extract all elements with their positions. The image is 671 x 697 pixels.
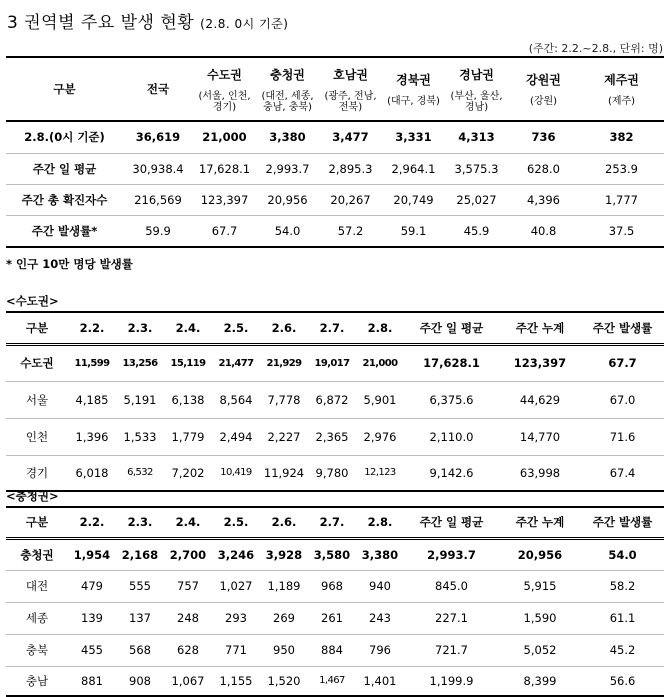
table-header-row [6, 507, 664, 538]
cell-value: 243 [356, 602, 404, 634]
header-cell: 주간 일 평균 [419, 320, 484, 335]
cell-value: 1,027 [212, 570, 260, 602]
cell-value: 6,872 [308, 381, 356, 418]
table-row [6, 666, 664, 696]
region-sub: (대전, 세종, 충남, 충북) [261, 90, 314, 113]
cell-value: 5,191 [116, 381, 164, 418]
header-region [193, 57, 256, 121]
cell-value: 44,629 [499, 381, 581, 418]
header-nationwide: 전국 [123, 57, 193, 121]
row-label: 세종 [6, 602, 68, 634]
footnote: * 인구 10만 명당 발생률 [6, 257, 133, 271]
cell-value: 5,052 [499, 634, 581, 666]
cell-value: 1,199.9 [404, 666, 499, 696]
cell-value: 20,267 [319, 184, 382, 215]
header-cell: 주간 일 평균 [419, 515, 484, 530]
table-row [6, 538, 664, 570]
region-sub: (광주, 전남, 전북) [324, 90, 377, 113]
cell-value: 9,142.6 [404, 455, 499, 491]
cell-value: 13,256 [116, 344, 164, 381]
cell-value: 796 [356, 634, 404, 666]
cell-value: 1,467 [308, 666, 356, 696]
cell-value: 628 [164, 634, 212, 666]
cell-value: 4,185 [68, 381, 116, 418]
cell-value: 248 [164, 602, 212, 634]
region-sub: (강원) [529, 96, 558, 107]
cell-value: 721.7 [404, 634, 499, 666]
cell-value: 59.9 [123, 215, 193, 247]
header-cell: 2.8. [367, 320, 393, 335]
cell-value: 15,119 [164, 344, 212, 381]
cell-value: 7,202 [164, 455, 212, 491]
cell-value: 3,246 [212, 538, 260, 570]
cell-value: 5,901 [356, 381, 404, 418]
cell-value: 757 [164, 570, 212, 602]
cell-value: 6,138 [164, 381, 212, 418]
cell-value: 25,027 [445, 184, 508, 215]
cell-value: 56.6 [581, 666, 664, 696]
cell-value: 67.7 [193, 215, 256, 247]
cell-value: 10,419 [212, 455, 260, 491]
cell-value: 45.2 [581, 634, 664, 666]
cell-value: 455 [68, 634, 116, 666]
cell-value: 3,380 [356, 538, 404, 570]
cell-value: 968 [308, 570, 356, 602]
cell-value: 61.1 [581, 602, 664, 634]
cell-value: 3,331 [395, 130, 432, 145]
cell-value: 568 [116, 634, 164, 666]
unit-note: (주간: 2.2.~2.8., 단위: 명) [528, 42, 663, 55]
header-cell: 2.6. [271, 515, 297, 530]
cell-value: 881 [68, 666, 116, 696]
row-label: 2.8.(0시 기준) [24, 130, 105, 145]
header-cell: 주간 발생률 [592, 515, 653, 530]
header-cell: 2.2. [79, 515, 105, 530]
cell-value: 17,628.1 [193, 153, 256, 184]
region-sub: (대구, 경북) [387, 96, 440, 107]
table-row [6, 215, 664, 247]
table-header-row [6, 57, 664, 121]
cell-value: 30,938.4 [123, 153, 193, 184]
table-row [6, 344, 664, 381]
cell-value: 137 [116, 602, 164, 634]
cell-value: 3,928 [260, 538, 308, 570]
cell-value: 253.9 [579, 153, 664, 184]
cell-value: 940 [356, 570, 404, 602]
cell-value: 2,365 [308, 418, 356, 455]
header-cell: 2.3. [127, 320, 153, 335]
cell-value: 123,397 [499, 344, 581, 381]
cell-value: 1,067 [164, 666, 212, 696]
table-header-row [6, 312, 664, 344]
cell-value: 2,494 [212, 418, 260, 455]
cell-value: 63,998 [499, 455, 581, 491]
table-row [6, 184, 664, 215]
cell-value: 11,599 [68, 344, 116, 381]
header-cell: 주간 누계 [515, 320, 565, 335]
cell-value: 59.1 [382, 215, 445, 247]
cell-value: 1,590 [499, 602, 581, 634]
cell-value: 736 [531, 130, 556, 145]
cell-value: 7,778 [260, 381, 308, 418]
region-name: 호남권 [333, 67, 368, 82]
cell-value: 771 [212, 634, 260, 666]
header-cell: 주간 발생률 [592, 320, 653, 335]
row-label: 주간 발생률* [6, 215, 123, 247]
cell-value: 261 [308, 602, 356, 634]
table-row [6, 634, 664, 666]
cell-value: 20,956 [499, 538, 581, 570]
row-label: 주간 총 확진자수 [6, 184, 123, 215]
header-cell: 2.4. [175, 320, 201, 335]
cell-value: 5,915 [499, 570, 581, 602]
region-sub: (서울, 인천, 경기) [198, 90, 251, 113]
row-label: 서울 [6, 381, 68, 418]
cell-value: 67.4 [581, 455, 664, 491]
cell-value: 3,580 [308, 538, 356, 570]
cell-value: 21,000 [356, 344, 404, 381]
header-cell: 2.5. [223, 320, 249, 335]
header-region [445, 57, 508, 121]
section-heading-chungcheong: <충청권> [6, 489, 59, 503]
cell-value: 1,396 [68, 418, 116, 455]
cell-value: 2,993.7 [404, 538, 499, 570]
cell-value: 950 [260, 634, 308, 666]
region-name: 경남권 [459, 67, 494, 82]
cell-value: 555 [116, 570, 164, 602]
table-row [6, 570, 664, 602]
header-cell: 2.8. [367, 515, 393, 530]
cell-value: 269 [260, 602, 308, 634]
cell-value: 2,700 [164, 538, 212, 570]
cell-value: 1,779 [164, 418, 212, 455]
header-cell: 2.4. [175, 515, 201, 530]
cell-value: 382 [609, 130, 634, 145]
cell-value: 11,924 [260, 455, 308, 491]
cell-value: 36,619 [135, 130, 181, 145]
cell-value: 21,000 [202, 130, 247, 145]
cell-value: 6,532 [116, 455, 164, 491]
row-label: 수도권 [6, 344, 68, 381]
cell-value: 21,477 [212, 344, 260, 381]
cell-value: 1,533 [116, 418, 164, 455]
cell-value: 2,993.7 [256, 153, 319, 184]
header-region [256, 57, 319, 121]
table-row [6, 455, 664, 491]
page-title-sub: (2.8. 0시 기준) [200, 17, 289, 31]
region-name: 충청권 [270, 67, 305, 82]
cell-value: 8,399 [499, 666, 581, 696]
region-sub: (부산, 울산, 경남) [450, 90, 503, 113]
row-label: 충청권 [6, 538, 68, 570]
cell-value: 8,564 [212, 381, 260, 418]
cell-value: 2,110.0 [404, 418, 499, 455]
cell-value: 884 [308, 634, 356, 666]
cell-value: 2,976 [356, 418, 404, 455]
cell-value: 628.0 [508, 153, 579, 184]
header-corner: 구분 [6, 57, 123, 121]
cell-value: 2,227 [260, 418, 308, 455]
header-cell: 2.3. [127, 515, 153, 530]
region-name: 강원권 [526, 73, 561, 87]
cell-value: 1,155 [212, 666, 260, 696]
cell-value: 3,477 [332, 130, 369, 145]
cell-value: 17,628.1 [404, 344, 499, 381]
cell-value: 3,380 [269, 130, 306, 145]
cell-value: 293 [212, 602, 260, 634]
row-label: 인천 [6, 418, 68, 455]
row-label: 경기 [6, 455, 68, 491]
cell-value: 845.0 [404, 570, 499, 602]
cell-value: 4,313 [458, 130, 495, 145]
cell-value: 54.0 [256, 215, 319, 247]
cell-value: 9,780 [308, 455, 356, 491]
cell-value: 2,895.3 [319, 153, 382, 184]
header-cell: 2.7. [319, 515, 345, 530]
cell-value: 37.5 [579, 215, 664, 247]
row-label: 주간 일 평균 [6, 153, 123, 184]
capital-area-table [6, 311, 664, 492]
cell-value: 1,954 [68, 538, 116, 570]
page-title-main: 3 권역별 주요 발생 현황 [7, 13, 195, 33]
cell-value: 3,575.3 [445, 153, 508, 184]
header-cell: 주간 누계 [515, 515, 565, 530]
cell-value: 12,123 [356, 455, 404, 491]
table-row [6, 602, 664, 634]
row-label: 충남 [6, 666, 68, 696]
row-label: 충북 [6, 634, 68, 666]
cell-value: 20,749 [382, 184, 445, 215]
header-cell: 2.5. [223, 515, 249, 530]
region-sub: (제주) [607, 96, 636, 107]
page-title [7, 8, 288, 33]
header-cell: 2.6. [271, 320, 297, 335]
cell-value: 58.2 [581, 570, 664, 602]
cell-value: 6,375.6 [404, 381, 499, 418]
table-row [6, 153, 664, 184]
table-row [6, 418, 664, 455]
cell-value: 1,189 [260, 570, 308, 602]
cell-value: 908 [116, 666, 164, 696]
header-region [579, 57, 664, 121]
cell-value: 1,777 [579, 184, 664, 215]
header-cell: 구분 [25, 515, 49, 530]
chungcheong-area-table [6, 506, 664, 697]
cell-value: 123,397 [193, 184, 256, 215]
cell-value: 67.7 [581, 344, 664, 381]
table-row [6, 121, 664, 153]
cell-value: 45.9 [445, 215, 508, 247]
table-row [6, 381, 664, 418]
cell-value: 67.0 [581, 381, 664, 418]
cell-value: 21,929 [260, 344, 308, 381]
cell-value: 1,401 [356, 666, 404, 696]
cell-value: 4,396 [508, 184, 579, 215]
cell-value: 57.2 [319, 215, 382, 247]
region-name: 수도권 [207, 67, 242, 82]
cell-value: 14,770 [499, 418, 581, 455]
region-name: 경북권 [396, 73, 431, 87]
cell-value: 6,018 [68, 455, 116, 491]
row-label: 대전 [6, 570, 68, 602]
cell-value: 2,168 [116, 538, 164, 570]
header-cell: 2.7. [319, 320, 345, 335]
cell-value: 19,017 [308, 344, 356, 381]
region-name: 제주권 [604, 73, 639, 87]
header-region [382, 57, 445, 121]
cell-value: 139 [68, 602, 116, 634]
header-cell: 2.2. [79, 320, 105, 335]
section-heading-capital: <수도권> [6, 294, 59, 308]
cell-value: 20,956 [256, 184, 319, 215]
cell-value: 227.1 [404, 602, 499, 634]
cell-value: 71.6 [581, 418, 664, 455]
regional-summary-table [6, 56, 664, 248]
cell-value: 1,520 [260, 666, 308, 696]
cell-value: 479 [68, 570, 116, 602]
cell-value: 216,569 [123, 184, 193, 215]
header-region [319, 57, 382, 121]
header-region [508, 57, 579, 121]
cell-value: 54.0 [581, 538, 664, 570]
cell-value: 40.8 [508, 215, 579, 247]
header-cell: 구분 [25, 320, 49, 335]
cell-value: 2,964.1 [382, 153, 445, 184]
